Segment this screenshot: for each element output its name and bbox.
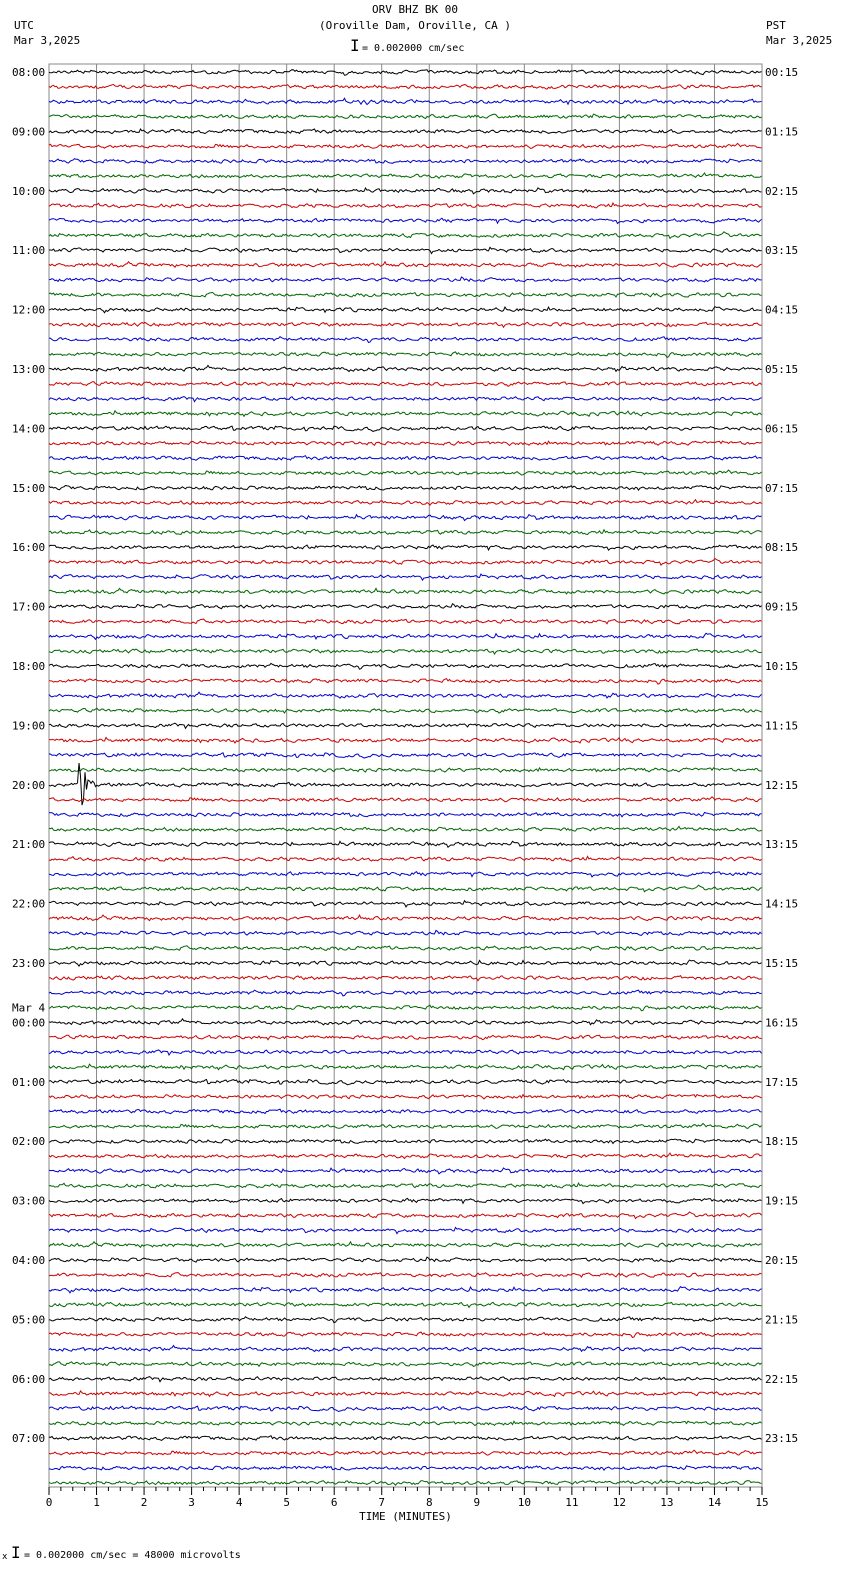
seismic-trace — [49, 1242, 762, 1248]
seismic-trace — [49, 1362, 762, 1367]
seismic-trace — [49, 872, 762, 877]
x-tick-label: 5 — [283, 1496, 290, 1509]
seismic-trace — [49, 946, 762, 951]
right-hour-label: 09:15 — [765, 600, 799, 614]
seismic-trace — [49, 1153, 762, 1158]
seismic-trace — [49, 856, 762, 861]
seismic-trace — [49, 545, 762, 550]
seismic-trace — [49, 530, 762, 535]
x-tick-label: 4 — [235, 1496, 243, 1509]
seismic-trace — [49, 203, 762, 208]
seismic-trace — [49, 98, 762, 104]
seismic-trace — [49, 930, 762, 935]
x-tick-label: 1 — [93, 1496, 100, 1509]
right-date: Mar 3,2025 — [766, 34, 833, 47]
right-hour-label: 22:15 — [765, 1372, 799, 1386]
right-hour-label: 00:15 — [765, 66, 799, 79]
seismic-trace — [49, 1391, 762, 1397]
x-tick-label: 2 — [140, 1496, 148, 1509]
seismic-trace — [49, 1183, 762, 1188]
seismic-trace — [49, 1168, 762, 1174]
right-hour-label: 19:15 — [765, 1194, 799, 1208]
seismic-trace — [49, 753, 762, 758]
seismic-trace — [49, 649, 762, 654]
scale-text: = 0.002000 cm/sec — [362, 43, 465, 54]
left-timezone: UTC — [14, 19, 34, 32]
seismic-trace — [49, 322, 762, 327]
left-date: Mar 3,2025 — [14, 34, 81, 47]
left-hour-label: 00:00 — [12, 1016, 46, 1030]
left-hour-label: 16:00 — [12, 541, 46, 555]
seismic-trace — [49, 990, 762, 996]
seismic-trace — [49, 1198, 762, 1203]
seismic-trace — [49, 604, 762, 609]
x-tick-label: 7 — [378, 1496, 386, 1509]
x-tick-label: 14 — [707, 1496, 722, 1509]
seismic-trace — [49, 382, 762, 387]
seismic-trace — [49, 515, 762, 521]
left-hour-label: 03:00 — [12, 1194, 46, 1208]
seismic-trace — [49, 85, 762, 90]
seismic-trace — [49, 292, 762, 297]
calibration-marker: x — [2, 1552, 8, 1562]
seismic-trace — [49, 797, 762, 802]
right-hour-label: 12:15 — [765, 778, 799, 792]
left-hour-label: 22:00 — [12, 897, 46, 911]
seismic-trace — [49, 218, 762, 223]
seismic-trace — [49, 901, 762, 907]
seismic-trace — [49, 365, 762, 371]
station-title: ORV BHZ BK 00 — [371, 3, 459, 16]
seismic-trace — [49, 768, 762, 772]
left-hour-label: 15:00 — [12, 481, 46, 495]
right-hour-label: 21:15 — [765, 1313, 799, 1327]
x-tick-label: 11 — [565, 1496, 579, 1509]
seismic-trace — [49, 826, 762, 831]
left-hour-label: 17:00 — [12, 600, 46, 614]
seismic-trace — [49, 1346, 762, 1352]
seismic-trace — [49, 262, 762, 268]
scale-bar-icon: I — [350, 36, 360, 55]
seismic-trace — [49, 426, 762, 431]
right-hour-label: 08:15 — [765, 541, 799, 555]
seismic-trace — [49, 813, 762, 817]
seismic-trace — [49, 915, 762, 921]
left-hour-label: 08:00 — [12, 66, 46, 79]
right-hour-label: 17:15 — [765, 1075, 799, 1089]
left-hour-label: 07:00 — [12, 1432, 46, 1446]
right-hour-label: 13:15 — [765, 838, 799, 852]
seismic-trace — [49, 723, 762, 728]
right-hour-label: 16:15 — [765, 1016, 799, 1030]
right-hour-label: 02:15 — [765, 184, 799, 198]
seismic-trace — [49, 159, 762, 164]
left-hour-label: 09:00 — [12, 125, 46, 139]
right-hour-label: 07:15 — [765, 481, 799, 495]
seismic-trace — [49, 397, 762, 402]
seismic-trace — [49, 1421, 762, 1425]
seismic-trace — [49, 1005, 762, 1011]
right-hour-label: 01:15 — [765, 125, 799, 139]
seismic-trace — [49, 1377, 762, 1382]
x-tick-label: 12 — [612, 1496, 627, 1509]
seismic-trace — [49, 129, 762, 134]
seismic-trace — [49, 692, 762, 698]
left-hour-label: 05:00 — [12, 1313, 46, 1327]
seismic-trace — [49, 1124, 762, 1129]
seismic-trace — [49, 232, 762, 239]
seismic-trace — [49, 588, 762, 594]
seismic-trace — [49, 188, 762, 194]
x-axis-label: TIME (MINUTES) — [359, 1510, 452, 1523]
seismic-trace — [49, 1050, 762, 1055]
x-tick-label: 9 — [473, 1496, 481, 1509]
seismic-trace — [49, 1332, 762, 1338]
right-hour-label: 18:15 — [765, 1135, 799, 1149]
seismic-trace — [49, 485, 762, 490]
seismic-trace — [49, 70, 762, 76]
seismic-trace — [49, 352, 762, 358]
seismic-trace — [49, 619, 762, 624]
seismic-trace — [49, 411, 762, 417]
x-tick-label: 0 — [45, 1496, 53, 1509]
left-hour-label: 20:00 — [12, 778, 46, 792]
left-hour-label: 18:00 — [12, 660, 46, 673]
seismic-trace — [49, 1287, 762, 1293]
seismic-trace — [49, 1212, 762, 1219]
left-hour-label: 23:00 — [12, 957, 46, 970]
seismic-trace — [49, 1139, 762, 1143]
seismic-trace — [49, 1466, 762, 1470]
seismic-trace — [49, 1273, 762, 1278]
left-hour-label: 21:00 — [12, 838, 46, 852]
seismic-trace — [49, 1450, 762, 1455]
left-hour-label: 11:00 — [12, 244, 46, 258]
right-hour-label: 14:15 — [765, 897, 799, 911]
left-hour-label: 02:00 — [12, 1135, 46, 1149]
seismic-trace — [49, 1035, 762, 1040]
seismic-trace — [49, 1080, 762, 1085]
x-tick-label: 13 — [660, 1496, 674, 1509]
seismic-trace — [49, 1406, 762, 1411]
seismic-trace — [49, 679, 762, 685]
seismic-trace — [49, 708, 762, 713]
seismic-trace — [49, 1019, 762, 1025]
seismic-trace — [49, 1257, 762, 1262]
seismic-trace — [49, 1317, 762, 1323]
right-timezone: PST — [766, 19, 786, 32]
right-hour-label: 10:15 — [765, 660, 799, 673]
right-hour-label: 03:15 — [765, 244, 799, 258]
seismic-trace — [49, 277, 762, 282]
right-hour-label: 20:15 — [765, 1254, 799, 1267]
x-tick-label: 8 — [425, 1496, 433, 1509]
seismic-trace — [49, 307, 762, 313]
seismic-trace — [49, 574, 762, 580]
left-hour-label: 04:00 — [12, 1254, 46, 1267]
right-hour-label: 04:15 — [765, 303, 799, 317]
right-hour-label: 15:15 — [765, 957, 799, 970]
seismic-trace — [49, 1227, 762, 1233]
seismic-trace — [49, 960, 762, 966]
seismic-trace — [49, 1109, 762, 1114]
seismic-trace — [49, 976, 762, 981]
seismic-trace — [49, 1064, 762, 1070]
seismic-trace — [49, 173, 762, 178]
seismic-trace — [49, 1095, 762, 1099]
x-tick-label: 10 — [517, 1496, 531, 1509]
date-change-label: Mar 4 — [12, 1001, 46, 1015]
seismic-trace — [49, 841, 762, 847]
seismic-trace — [49, 738, 762, 744]
left-hour-label: 12:00 — [12, 303, 46, 317]
left-hour-label: 01:00 — [12, 1075, 46, 1089]
seismic-trace — [49, 247, 762, 253]
calibration-bar-icon: I — [11, 1543, 21, 1562]
calibration-text: = 0.002000 cm/sec = 48000 microvolts — [24, 1550, 241, 1561]
seismic-trace — [49, 885, 762, 892]
seismic-trace — [49, 559, 762, 566]
seismic-trace — [49, 1480, 762, 1485]
x-tick-label: 3 — [188, 1496, 195, 1509]
seismic-trace — [49, 1302, 762, 1307]
seismic-trace — [49, 633, 762, 639]
right-hour-label: 23:15 — [765, 1432, 799, 1446]
seismic-trace — [49, 500, 762, 505]
left-hour-label: 14:00 — [12, 422, 46, 436]
x-tick-label: 6 — [330, 1496, 338, 1509]
seismic-trace — [49, 1436, 762, 1441]
right-hour-label: 05:15 — [765, 363, 799, 376]
left-hour-label: 13:00 — [12, 363, 46, 376]
x-tick-label: 15 — [755, 1496, 769, 1509]
seismic-trace — [49, 663, 762, 669]
seismic-trace — [49, 143, 762, 148]
right-hour-label: 06:15 — [765, 422, 799, 436]
seismic-trace — [49, 441, 762, 445]
seismic-trace — [49, 337, 762, 343]
left-hour-label: 06:00 — [12, 1372, 46, 1386]
seismic-trace — [49, 470, 762, 475]
left-hour-label: 19:00 — [12, 719, 46, 733]
left-hour-label: 10:00 — [12, 184, 46, 198]
location-subtitle: (Oroville Dam, Oroville, CA ) — [318, 19, 512, 32]
right-hour-label: 11:15 — [765, 719, 799, 733]
seismic-trace — [49, 456, 762, 461]
seismic-trace — [49, 114, 762, 118]
